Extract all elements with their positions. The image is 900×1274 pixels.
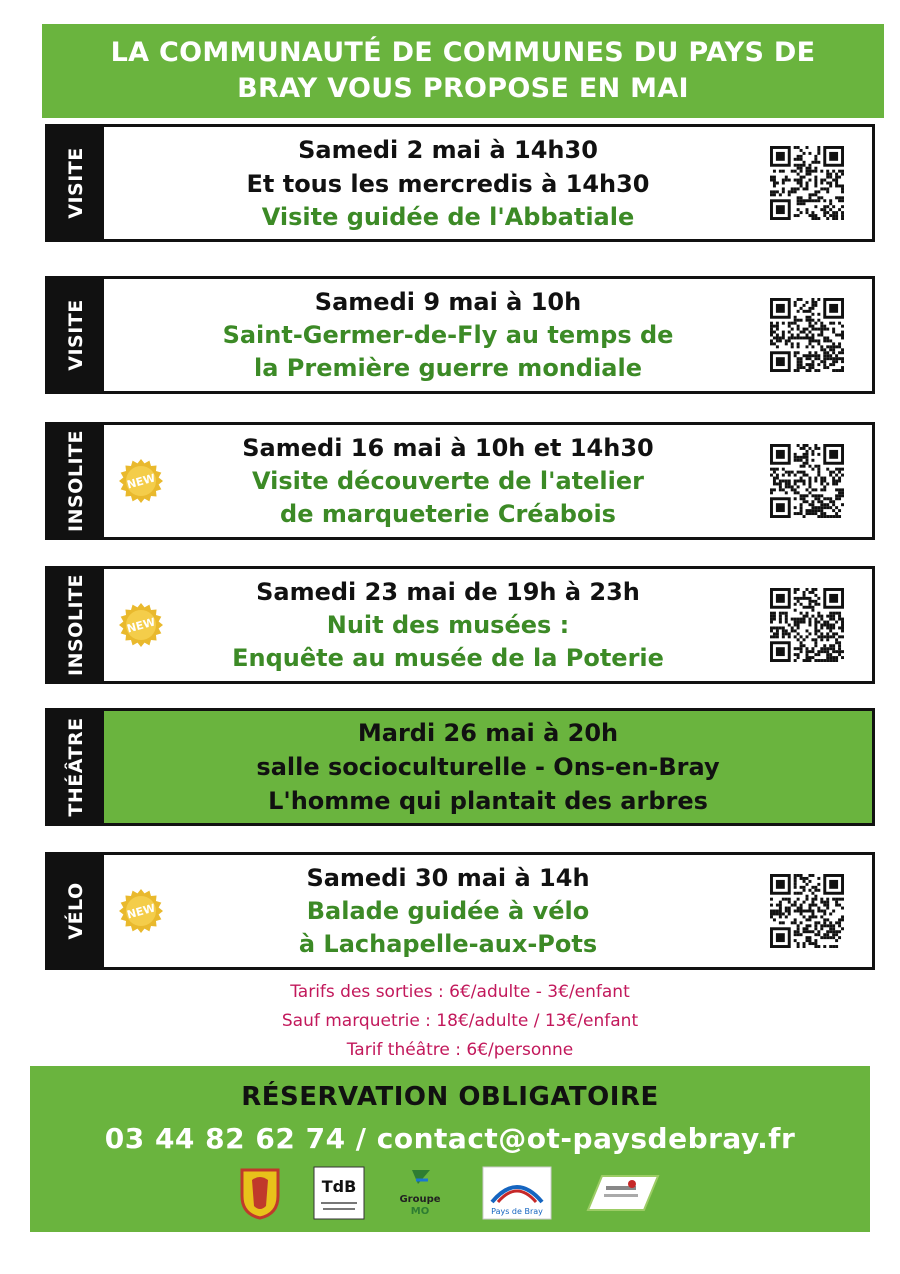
header-banner bbox=[42, 24, 884, 118]
event-date: Samedi 16 mai à 10h et 14h30 bbox=[242, 434, 654, 462]
pays-de-bray-logo-text: Pays de Bray bbox=[491, 1207, 543, 1216]
price-line-sorties: Tarifs des sorties : 6€/adulte - 3€/enfant bbox=[290, 982, 630, 1002]
reservation-heading: RÉSERVATION OBLIGATOIRE bbox=[241, 1082, 659, 1112]
event-date: Samedi 2 mai à 14h30 bbox=[298, 135, 598, 164]
qr-code-icon[interactable] bbox=[770, 874, 844, 948]
contact-line[interactable]: 03 44 82 62 74 / contact@ot-paysdebray.fr bbox=[104, 1122, 796, 1155]
new-badge-label: NEW bbox=[125, 901, 157, 922]
groupe-logo-icon bbox=[396, 1166, 444, 1220]
event-title: L'homme qui plantait des arbres bbox=[268, 787, 708, 815]
event-details bbox=[104, 569, 762, 681]
event-title-line-2: la Première guerre mondiale bbox=[254, 354, 642, 382]
tdb-logo-text: TdB bbox=[321, 1177, 357, 1196]
event-date: Samedi 23 mai de 19h à 23h bbox=[256, 578, 640, 606]
new-badge-label: NEW bbox=[125, 471, 157, 492]
event-details bbox=[104, 425, 762, 537]
tdb-logo-icon bbox=[313, 1166, 365, 1220]
qr-code-icon[interactable] bbox=[770, 588, 844, 662]
event-date: Mardi 26 mai à 20h bbox=[357, 719, 619, 747]
price-line-theatre: Tarif théâtre : 6€/personne bbox=[346, 1040, 574, 1060]
event-date: Samedi 9 mai à 10h bbox=[314, 288, 582, 316]
event-title-line-2: Enquête au musée de la Poterie bbox=[232, 644, 664, 672]
event-details bbox=[104, 855, 762, 967]
qr-code-icon[interactable] bbox=[770, 298, 844, 372]
groupe-logo-text-2: MO bbox=[410, 1206, 430, 1217]
event-card-premiere-guerre bbox=[45, 276, 875, 394]
event-title-line-1: Balade guidée à vélo bbox=[306, 897, 590, 925]
event-title-line-1: Saint-Germer-de-Fly au temps de bbox=[222, 321, 674, 349]
new-badge-label: NEW bbox=[125, 615, 157, 636]
header-line-1: LA COMMUNAUTÉ DE COMMUNES DU PAYS DE bbox=[110, 37, 816, 68]
pays-de-bray-logo-icon bbox=[482, 1166, 552, 1220]
event-category-tag: INSOLITE bbox=[48, 425, 104, 537]
event-card-nuit-des-musees bbox=[45, 566, 875, 684]
event-card-theatre bbox=[45, 708, 875, 826]
event-category-tag: VISITE bbox=[48, 127, 104, 239]
event-category-tag: VÉLO bbox=[48, 855, 104, 967]
event-title-line-2: de marqueterie Créabois bbox=[280, 500, 616, 528]
event-title: Visite guidée de l'Abbatiale bbox=[261, 202, 635, 231]
event-card-velo bbox=[45, 852, 875, 970]
event-venue: salle socioculturelle - Ons-en-Bray bbox=[256, 753, 720, 781]
event-details bbox=[104, 279, 762, 391]
event-details bbox=[104, 711, 872, 823]
event-subdate: Et tous les mercredis à 14h30 bbox=[246, 169, 650, 198]
event-category-tag: INSOLITE bbox=[48, 569, 104, 681]
event-title-line-1: Visite découverte de l'atelier bbox=[251, 467, 644, 495]
qr-code-icon[interactable] bbox=[770, 444, 844, 518]
price-list bbox=[45, 978, 875, 1065]
event-title-line-2: à Lachapelle-aux-Pots bbox=[298, 930, 598, 958]
ot-pays-de-bray-logo-icon bbox=[582, 1166, 664, 1220]
event-details bbox=[104, 127, 762, 239]
reservation-footer bbox=[30, 1066, 870, 1232]
event-date: Samedi 30 mai à 14h bbox=[306, 864, 590, 892]
price-line-marquetrie: Sauf marquetrie : 18€/adulte / 13€/enfant bbox=[281, 1011, 639, 1031]
event-title-line-1: Nuit des musées : bbox=[326, 611, 570, 639]
header-line-2: BRAY VOUS PROPOSE EN MAI bbox=[237, 73, 689, 104]
qr-code-icon[interactable] bbox=[770, 146, 844, 220]
event-category-tag: THÉÂTRE bbox=[48, 711, 104, 823]
coat-of-arms-logo-icon bbox=[238, 1166, 282, 1220]
event-category-tag: VISITE bbox=[48, 279, 104, 391]
event-card-visite-abbatiale bbox=[45, 124, 875, 242]
event-card-creabois bbox=[45, 422, 875, 540]
partner-logos bbox=[30, 1164, 870, 1224]
groupe-logo-text: Groupe bbox=[399, 1194, 441, 1205]
